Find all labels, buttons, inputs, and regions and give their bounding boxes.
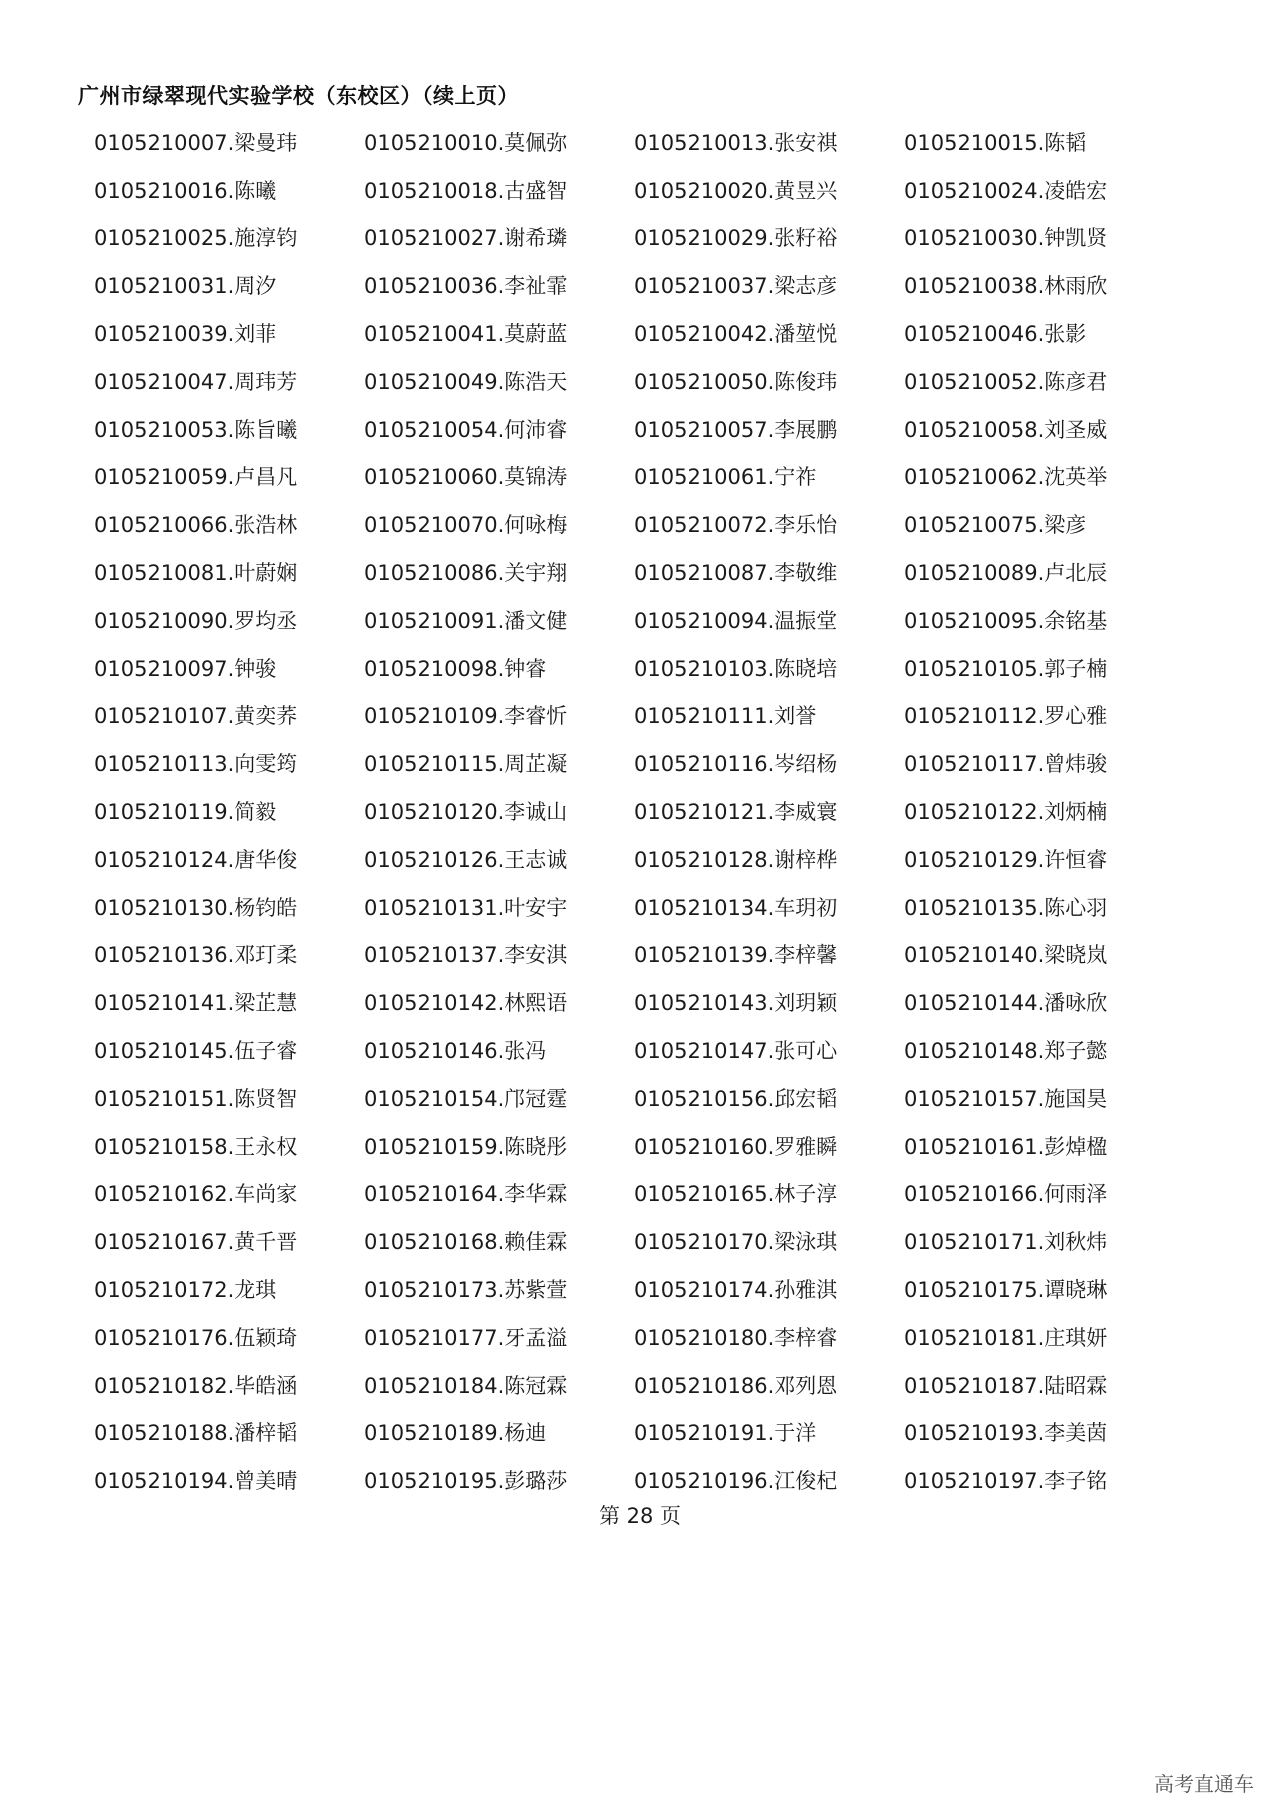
list-item: 0105210181.庄琪妍 xyxy=(904,1325,1108,1350)
list-item: 0105210039.刘菲 xyxy=(94,322,277,347)
list-item: 0105210020.黄昱兴 xyxy=(634,178,838,203)
list-item: 0105210018.古盛智 xyxy=(364,178,568,203)
list-item: 0105210015.陈韬 xyxy=(904,130,1087,155)
list-item: 0105210029.张籽裕 xyxy=(634,226,838,251)
list-item: 0105210140.梁晓岚 xyxy=(904,943,1108,968)
list-item: 0105210075.梁彦 xyxy=(904,513,1087,538)
list-item: 0105210025.施淳钧 xyxy=(94,226,298,251)
list-item: 0105210112.罗心雅 xyxy=(904,704,1108,729)
list-item: 0105210160.罗雅瞬 xyxy=(634,1134,838,1159)
list-item: 0105210129.许恒睿 xyxy=(904,847,1108,872)
list-item: 0105210156.邱宏韬 xyxy=(634,1086,838,1111)
list-item: 0105210161.彭焯楹 xyxy=(904,1134,1108,1159)
list-item: 0105210061.宁祚 xyxy=(634,465,817,490)
page-number: 第 28 页 xyxy=(598,1504,682,1528)
list-item: 0105210111.刘誉 xyxy=(634,704,817,729)
list-item: 0105210097.钟骏 xyxy=(94,656,277,681)
list-item: 0105210148.郑子懿 xyxy=(904,1039,1108,1064)
list-item: 0105210141.梁芷慧 xyxy=(94,991,298,1016)
list-item: 0105210072.李乐怡 xyxy=(634,513,838,538)
list-item: 0105210090.罗均丞 xyxy=(94,608,298,633)
list-item: 0105210098.钟睿 xyxy=(364,656,547,681)
list-item: 0105210164.李华霖 xyxy=(364,1182,568,1207)
list-item: 0105210187.陆昭霖 xyxy=(904,1373,1108,1398)
list-item: 0105210145.伍子睿 xyxy=(94,1039,298,1064)
list-item: 0105210105.郭子楠 xyxy=(904,656,1108,681)
list-item: 0105210135.陈心羽 xyxy=(904,895,1108,920)
list-item: 0105210052.陈彦君 xyxy=(904,369,1108,394)
watermark: 高考直通车 xyxy=(1154,1772,1254,1796)
list-item: 0105210175.谭晓琳 xyxy=(904,1278,1108,1303)
list-item: 0105210030.钟凯贤 xyxy=(904,226,1108,251)
list-item: 0105210116.岑绍杨 xyxy=(634,752,838,777)
student-list xyxy=(94,118,1224,1504)
list-item: 0105210053.陈旨曦 xyxy=(94,417,298,442)
list-item: 0105210166.何雨泽 xyxy=(904,1182,1108,1207)
list-item: 0105210159.陈晓彤 xyxy=(364,1134,568,1159)
list-item: 0105210126.王志诚 xyxy=(364,847,568,872)
list-item: 0105210117.曾炜骏 xyxy=(904,752,1108,777)
list-item: 0105210037.梁志彦 xyxy=(634,274,838,299)
list-item: 0105210107.黄奕荞 xyxy=(94,704,298,729)
list-item: 0105210016.陈曦 xyxy=(94,178,277,203)
list-item: 0105210137.李安淇 xyxy=(364,943,568,968)
list-item: 0105210027.谢希璘 xyxy=(364,226,568,251)
list-item: 0105210168.赖佳霖 xyxy=(364,1230,568,1255)
list-item: 0105210024.凌皓宏 xyxy=(904,178,1108,203)
list-item: 0105210139.李梓馨 xyxy=(634,943,838,968)
list-item: 0105210147.张可心 xyxy=(634,1039,838,1064)
list-item: 0105210134.车玥初 xyxy=(634,895,838,920)
list-item: 0105210182.毕皓涵 xyxy=(94,1373,298,1398)
list-item: 0105210115.周芷凝 xyxy=(364,752,568,777)
list-item: 0105210046.张影 xyxy=(904,322,1087,347)
list-item: 0105210066.张浩林 xyxy=(94,513,298,538)
list-item: 0105210120.李诚山 xyxy=(364,800,568,825)
list-item: 0105210173.苏紫萱 xyxy=(364,1278,568,1303)
list-item: 0105210095.余铭基 xyxy=(904,608,1108,633)
list-item: 0105210158.王永权 xyxy=(94,1134,298,1159)
list-item: 0105210193.李美茵 xyxy=(904,1421,1108,1446)
list-item: 0105210036.李祉霏 xyxy=(364,274,568,299)
list-item: 0105210010.莫佩弥 xyxy=(364,130,568,155)
list-item: 0105210130.杨钧皓 xyxy=(94,895,298,920)
list-item: 0105210031.周汐 xyxy=(94,274,277,299)
list-item: 0105210128.谢梓桦 xyxy=(634,847,838,872)
list-item: 0105210054.何沛睿 xyxy=(364,417,568,442)
list-item: 0105210176.伍颖琦 xyxy=(94,1325,298,1350)
list-item: 0105210177.牙孟溢 xyxy=(364,1325,568,1350)
list-item: 0105210143.刘玥颖 xyxy=(634,991,838,1016)
list-item: 0105210087.李敬维 xyxy=(634,561,838,586)
list-item: 0105210049.陈浩天 xyxy=(364,369,568,394)
list-item: 0105210186.邓列恩 xyxy=(634,1373,838,1398)
list-item: 0105210171.刘秋炜 xyxy=(904,1230,1108,1255)
list-item: 0105210188.潘梓韬 xyxy=(94,1421,298,1446)
list-item: 0105210144.潘咏欣 xyxy=(904,991,1108,1016)
list-item: 0105210042.潘堃悦 xyxy=(634,322,838,347)
list-item: 0105210195.彭璐莎 xyxy=(364,1469,568,1494)
list-item: 0105210170.梁泳琪 xyxy=(634,1230,838,1255)
list-item: 0105210131.叶安宇 xyxy=(364,895,568,920)
list-item: 0105210070.何咏梅 xyxy=(364,513,568,538)
list-item: 0105210081.叶蔚娴 xyxy=(94,561,298,586)
list-item: 0105210197.李子铭 xyxy=(904,1469,1108,1494)
section-heading: 广州市绿翠现代实验学校（东校区）（续上页） xyxy=(78,84,519,108)
list-item: 0105210094.温振堂 xyxy=(634,608,838,633)
list-item: 0105210047.周玮芳 xyxy=(94,369,298,394)
list-item: 0105210146.张冯 xyxy=(364,1039,547,1064)
list-item: 0105210062.沈英举 xyxy=(904,465,1108,490)
list-item: 0105210057.李展鹏 xyxy=(634,417,838,442)
list-item: 0105210060.莫锦涛 xyxy=(364,465,568,490)
list-item: 0105210157.施国昊 xyxy=(904,1086,1108,1111)
list-item: 0105210122.刘炳楠 xyxy=(904,800,1108,825)
list-item: 0105210109.李睿忻 xyxy=(364,704,568,729)
list-item: 0105210121.李威寰 xyxy=(634,800,838,825)
list-item: 0105210136.邓玎柔 xyxy=(94,943,298,968)
list-item: 0105210162.车尚家 xyxy=(94,1182,298,1207)
list-item: 0105210165.林子淳 xyxy=(634,1182,838,1207)
list-item: 0105210086.关宇翔 xyxy=(364,561,568,586)
list-item: 0105210191.于洋 xyxy=(634,1421,817,1446)
list-item: 0105210172.龙琪 xyxy=(94,1278,277,1303)
list-item: 0105210059.卢昌凡 xyxy=(94,465,298,490)
list-item: 0105210167.黄千晋 xyxy=(94,1230,298,1255)
list-item: 0105210091.潘文健 xyxy=(364,608,568,633)
list-item: 0105210113.向雯筠 xyxy=(94,752,298,777)
list-item: 0105210189.杨迪 xyxy=(364,1421,547,1446)
list-item: 0105210038.林雨欣 xyxy=(904,274,1108,299)
list-item: 0105210013.张安祺 xyxy=(634,130,838,155)
list-item: 0105210050.陈俊玮 xyxy=(634,369,838,394)
list-item: 0105210142.林熙语 xyxy=(364,991,568,1016)
list-item: 0105210103.陈晓培 xyxy=(634,656,838,681)
list-item: 0105210196.江俊杞 xyxy=(634,1469,838,1494)
list-item: 0105210154.邝冠霆 xyxy=(364,1086,568,1111)
list-item: 0105210041.莫蔚蓝 xyxy=(364,322,568,347)
list-item: 0105210058.刘圣威 xyxy=(904,417,1108,442)
list-item: 0105210184.陈冠霖 xyxy=(364,1373,568,1398)
list-item: 0105210180.李梓睿 xyxy=(634,1325,838,1350)
list-item: 0105210089.卢北辰 xyxy=(904,561,1108,586)
list-item: 0105210119.简毅 xyxy=(94,800,277,825)
list-item: 0105210174.孙雅淇 xyxy=(634,1278,838,1303)
list-item: 0105210151.陈贤智 xyxy=(94,1086,298,1111)
list-item: 0105210007.梁曼玮 xyxy=(94,130,298,155)
list-item: 0105210124.唐华俊 xyxy=(94,847,298,872)
list-item: 0105210194.曾美晴 xyxy=(94,1469,298,1494)
